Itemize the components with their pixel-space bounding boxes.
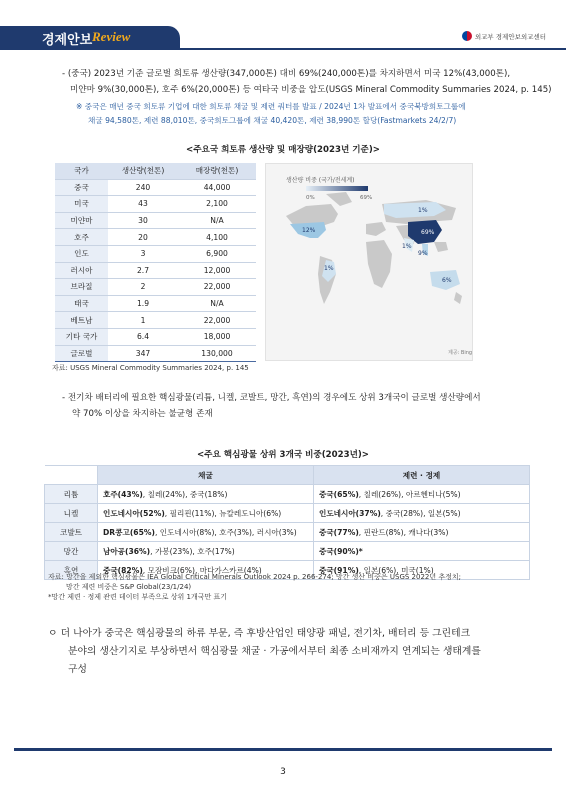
table-row	[55, 229, 256, 246]
mining-cell	[98, 485, 314, 504]
paragraph-china-share: - (중국) 2023년 기준 글로벌 희토류 생산량(347,000톤) 대비 69%(240,000톤)를 차지하면서 미국 12%(43,000톤), 미얀마 9%(30,000톤), 호주 6%(20,000톤) 등 여타국 비중을 압도(USGS Mineral Commodity Summaries 2024, p. 145)	[62, 69, 552, 95]
mineral-cell: 코발트	[45, 523, 98, 542]
label-myanmar: 9%	[418, 250, 428, 257]
page-number: 3	[280, 767, 286, 777]
table-row	[45, 523, 530, 542]
mineral-cell: 흑연	[45, 561, 98, 580]
map-credit: 제공: Bing	[448, 350, 472, 356]
reserve-cell: 22,000	[178, 312, 256, 329]
table-row	[45, 504, 530, 523]
column-header: 생산량(천톤)	[108, 163, 178, 179]
world-map	[266, 164, 472, 360]
column-header: 매장량(천톤)	[178, 163, 256, 179]
other-countries: , 인도네시아(8%), 호주(3%), 러시아(3%)	[154, 527, 297, 537]
top-country: 중국(65%)	[319, 489, 359, 499]
production-cell: 6.4	[108, 328, 178, 345]
column-header-mining: 채굴	[98, 466, 314, 485]
country-cell: 중국	[55, 179, 108, 196]
production-cell: 43	[108, 196, 178, 213]
production-cell: 1	[108, 312, 178, 329]
refining-cell	[314, 485, 530, 504]
country-cell: 호주	[55, 229, 108, 246]
table1-caption: <주요국 희토류 생산량 및 매장량(2023년 기준)>	[186, 145, 380, 155]
production-cell: 20	[108, 229, 178, 246]
mineral-cell: 니켈	[45, 504, 98, 523]
critical-minerals-table	[44, 465, 530, 580]
legend-max: 69%	[360, 195, 373, 201]
legend-min: 0%	[306, 195, 315, 201]
reserve-cell: 4,100	[178, 229, 256, 246]
mineral-cell: 리튬	[45, 485, 98, 504]
page-header	[0, 0, 566, 50]
reserve-cell: N/A	[178, 295, 256, 312]
top-country: DR콩고(65%)	[103, 527, 155, 537]
country-cell: 러시아	[55, 262, 108, 279]
brand-banner	[0, 26, 180, 50]
brand-main: 경제안보	[42, 33, 93, 48]
country-cell: 글로벌	[55, 345, 108, 362]
label-china: 69%	[421, 229, 435, 236]
header-rule	[0, 48, 566, 50]
mining-cell	[98, 542, 314, 561]
brand-accent: Review	[92, 29, 131, 44]
country-cell: 미국	[55, 196, 108, 213]
footer-rule	[14, 748, 552, 751]
other-countries: , 가봉(23%), 호주(17%)	[150, 546, 235, 556]
other-countries: , 일본(6%), 미국(1%)	[358, 565, 434, 575]
country-cell: 브라질	[55, 279, 108, 296]
label-india: 1%	[402, 243, 412, 250]
reserve-cell: 22,000	[178, 279, 256, 296]
table-row	[45, 542, 530, 561]
reserve-cell: 6,900	[178, 245, 256, 262]
top-country: 중국(82%)	[103, 565, 143, 575]
production-cell: 347	[108, 345, 178, 362]
table1-source: 자료: USGS Mineral Commodity Summaries 2024, p. 145	[52, 364, 249, 372]
top-country: 중국(91%)	[319, 565, 359, 575]
country-cell: 인도	[55, 245, 108, 262]
note-quota: ※ 중국은 매년 중국 희토류 기업에 대한 희토류 채굴 및 제련 쿼터를 발표 / 2024년 1차 발표에서 중국북방희토그룹에 채굴 94,580톤, 제련 88,010톤, 중국희토그룹에 채굴 40,420톤, 제련 38,990톤 할당(Fastmarkets 24/2/7)	[76, 102, 466, 125]
refining-cell	[314, 504, 530, 523]
country-cell: 기타 국가	[55, 328, 108, 345]
column-header: 국가	[55, 163, 108, 179]
table-header-row	[45, 466, 530, 485]
production-cell: 3	[108, 245, 178, 262]
top-country: 인도네시아(52%)	[103, 508, 165, 518]
other-countries: , 칠레(24%), 중국(18%)	[142, 489, 228, 499]
table-row	[55, 196, 256, 213]
table-header-row	[55, 163, 256, 179]
other-countries: , 핀란드(8%), 캐나다(3%)	[358, 527, 449, 537]
rare-earth-table	[55, 163, 256, 362]
production-cell: 2.7	[108, 262, 178, 279]
label-usa: 12%	[302, 227, 316, 234]
table2-caption: <주요 핵심광물 상위 3개국 비중(2023년)>	[196, 450, 370, 460]
reserve-cell: 12,000	[178, 262, 256, 279]
country-cell: 베트남	[55, 312, 108, 329]
production-cell: 2	[108, 279, 178, 296]
table-row	[55, 245, 256, 262]
table-row	[45, 485, 530, 504]
refining-cell	[314, 542, 530, 561]
map-title: 생산량 비중 (국가/전세계)	[286, 177, 355, 184]
production-cell: 30	[108, 212, 178, 229]
country-cell: 태국	[55, 295, 108, 312]
table-row	[55, 312, 256, 329]
refining-cell	[314, 523, 530, 542]
top-country: 호주(43%)	[103, 489, 143, 499]
paragraph-downstream: ㅇ 더 나아가 중국은 핵심광물의 하류 부문, 즉 후방산업인 태양광 패널, 전기차, 배터리 등 그린테크 분야의 생산기지로 부상하면서 핵심광물 채굴 · 가공에서부터 최종 소비재까지 연계되는 생태계를 구성	[48, 628, 481, 675]
table-row	[55, 279, 256, 296]
country-cell: 미얀마	[55, 212, 108, 229]
table-row	[55, 345, 256, 362]
label-australia: 6%	[442, 277, 452, 284]
map-legend-bar	[306, 186, 368, 191]
other-countries: , 모잠비크(6%), 마다가스카르(4%)	[142, 565, 262, 575]
mining-cell	[98, 504, 314, 523]
other-countries: , 필리핀(11%), 뉴칼레도니아(6%)	[164, 508, 282, 518]
reserve-cell: 18,000	[178, 328, 256, 345]
label-russia: 1%	[418, 207, 428, 214]
production-cell: 1.9	[108, 295, 178, 312]
production-share-map	[265, 163, 473, 361]
top-country: 중국(90%)*	[319, 546, 363, 556]
table-row	[55, 212, 256, 229]
table-row	[55, 295, 256, 312]
org-name: 외교부 경제안보외교센터	[462, 31, 546, 41]
other-countries: , 중국(28%), 일본(5%)	[380, 508, 461, 518]
mineral-cell: 망간	[45, 542, 98, 561]
reserve-cell: 44,000	[178, 179, 256, 196]
reserve-cell: 2,100	[178, 196, 256, 213]
other-countries: , 칠레(26%), 아르헨티나(5%)	[358, 489, 461, 499]
label-brazil: 1%	[324, 265, 334, 272]
mining-cell	[98, 523, 314, 542]
top-country: 중국(77%)	[319, 527, 359, 537]
paragraph-battery-minerals: - 전기차 배터리에 필요한 핵심광물(리튬, 니켈, 코발트, 망간, 흑연)의 경우에도 상위 3개국이 글로벌 생산량에서 약 70% 이상을 차지하는 불균형 존재	[62, 393, 481, 419]
government-seal-icon	[462, 31, 472, 41]
top-country: 남아공(36%)	[103, 546, 151, 556]
table2-source: 자료: 망간을 제외한 핵심광물은 IEA Global Critical Minerals Outlook 2024 p. 266-274; 망간 생산 비중은 USGS 2022년 추정치; 망간 제련 비중은 S&P Global(23/1/24) *망간 제련 · 정제 관련 데이터 부족으로 상위 1개국만 표기	[48, 573, 461, 601]
top-country: 인도네시아(37%)	[319, 508, 381, 518]
table-row	[55, 179, 256, 196]
production-cell: 240	[108, 179, 178, 196]
reserve-cell: 130,000	[178, 345, 256, 362]
table-row	[55, 262, 256, 279]
column-header-refining: 제련 · 정제	[314, 466, 530, 485]
table-row	[55, 328, 256, 345]
reserve-cell: N/A	[178, 212, 256, 229]
